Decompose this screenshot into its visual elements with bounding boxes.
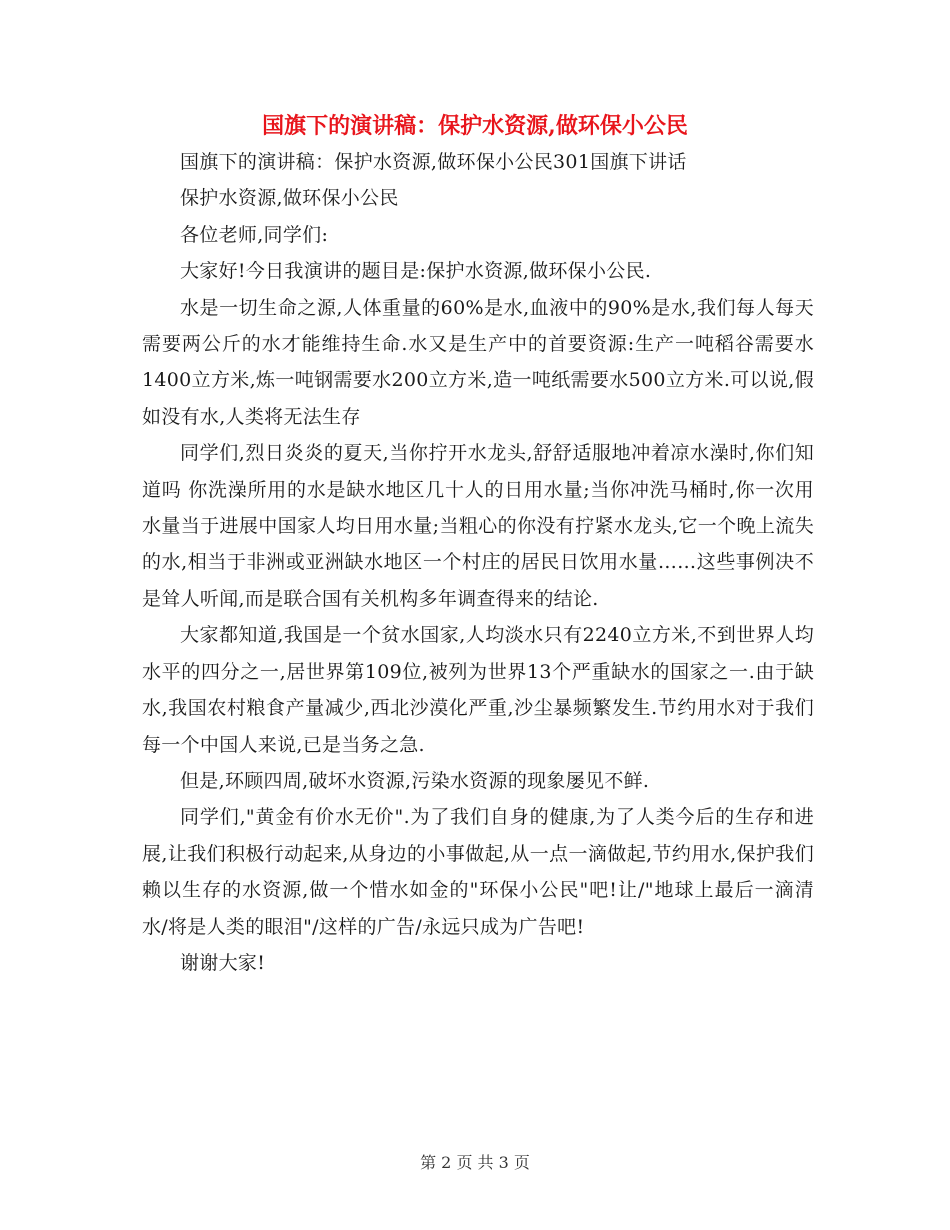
paragraph-call-to-action: 同学们,"黄金有价水无价".为了我们自身的健康,为了人类今后的生存和进展,让我们积极行动起来,从身边的小事做起,从一点一滴做起,节约用水,保护我们赖以生存的水资源,做一个惜水如金的"环保小公民"吧!让/"地球上最后一滴清水/将是人类的眼泪"/这样的广告/永远只成为广告吧!: [142, 806, 814, 938]
paragraph-pollution: 但是,环顾四周,破坏水资源,污染水资源的现象屡见不鲜.: [180, 769, 650, 792]
page-footer: 第 2 页 共 3 页: [420, 1153, 530, 1172]
paragraph-thanks: 谢谢大家!: [180, 951, 266, 974]
paragraph-water-waste: 同学们,烈日炎炎的夏天,当你拧开水龙头,舒舒适服地冲着凉水澡时,你们知道吗 你洗澡所用的水是缺水地区几十人的日用水量;当你冲洗马桶时,你一次用水量当于进展中国家人均日用水量;当粗心的你没有拧紧水龙头,它一个晚上流失的水,相当于非洲或亚洲缺水地区一个村庄的居民日饮用水量……这些事例决不是耸人听闻,而是联合国有关机构多年调查得来的结论.: [142, 442, 814, 610]
paragraph-greeting: 各位老师,同学们:: [180, 223, 329, 246]
paragraph-subtitle-line: 国旗下的演讲稿：保护水资源,做环保小公民301国旗下讲话: [180, 151, 687, 173]
paragraph-intro: 大家好!今日我演讲的题目是:保护水资源,做环保小公民.: [180, 260, 652, 283]
paragraph-water-shortage: 大家都知道,我国是一个贫水国家,人均淡水只有2240立方米,不到世界人均水平的四分之一,居世界第109位,被列为世界13个严重缺水的国家之一.由于缺水,我国农村粮食产量减少,西北沙漠化严重,沙尘暴频繁发生.节约用水对于我们每一个中国人来说,已是当务之急.: [142, 624, 814, 756]
paragraph-topic: 保护水资源,做环保小公民: [180, 187, 399, 210]
document-title: 国旗下的演讲稿：保护水资源,做环保小公民: [262, 113, 688, 139]
document-body: [142, 144, 814, 981]
paragraph-water-importance: 水是一切生命之源,人体重量的60%是水,血液中的90%是水,我们每人每天需要两公斤的水才能维持生命.水又是生产中的首要资源:生产一吨稻谷需要水1400立方米,炼一吨钢需要水200立方米,造一吨纸需要水500立方米.可以说,假如没有水,人类将无法生存: [142, 296, 814, 428]
